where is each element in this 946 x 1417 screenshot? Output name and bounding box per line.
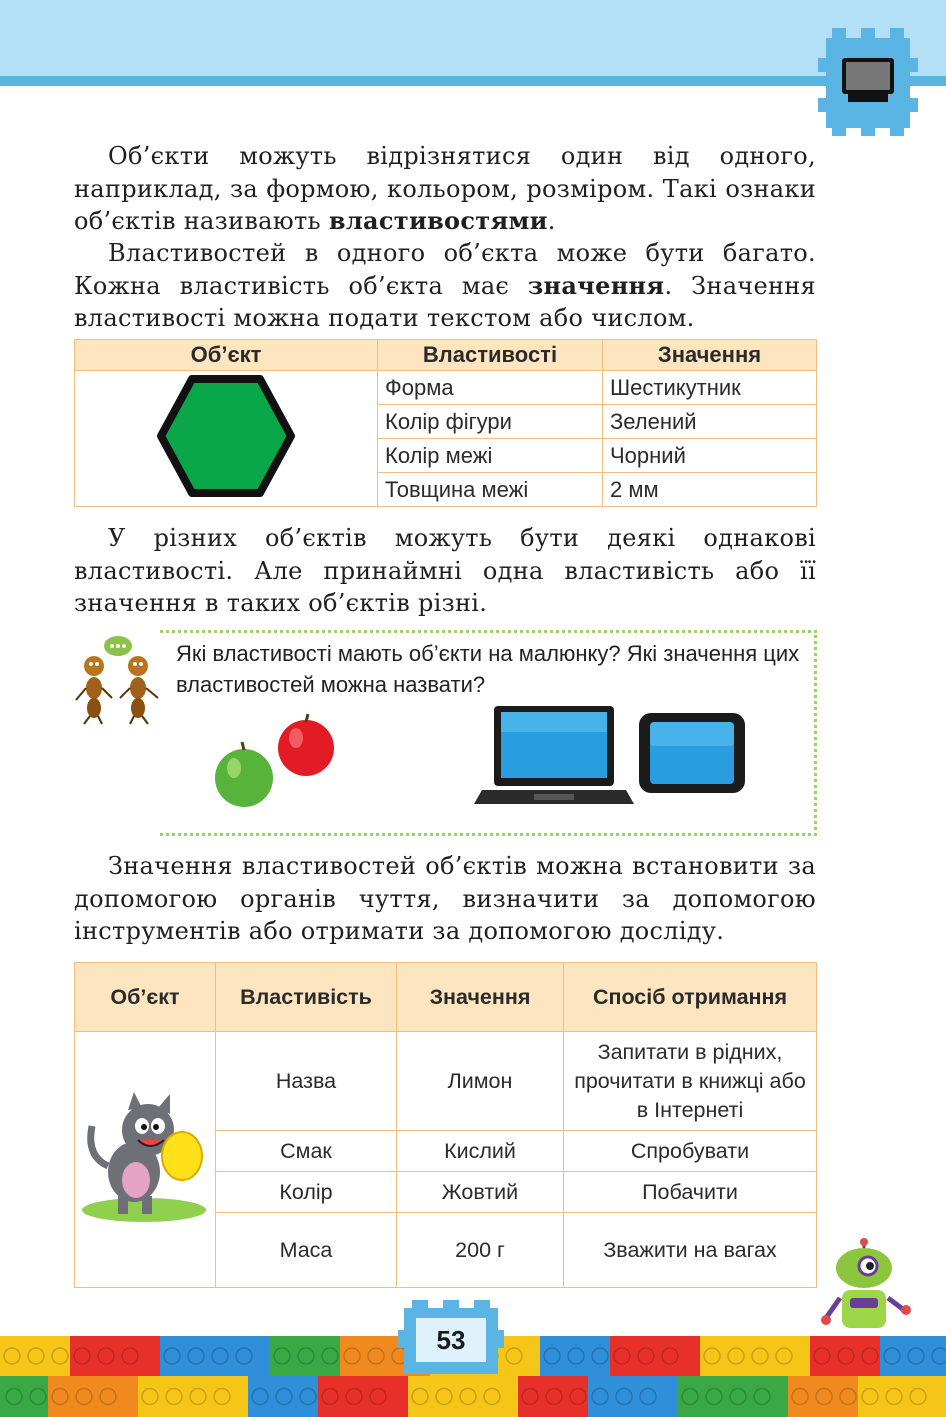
paragraph-3-text: У різних об’єктів можуть бути деякі однакові властивості. Але принаймні одна властивість або її значення в таких об’єктів різні. — [74, 524, 816, 617]
table-cell: Шестикутник — [603, 371, 817, 405]
properties-table — [74, 339, 817, 507]
table-cell: Форма — [378, 371, 603, 405]
paragraph-1-text: Об’єкти можуть відрізнятися один від одного, наприклад, за формою, кольором, розміром. Такі ознаки об’єктів називають — [74, 142, 816, 235]
table-header-row — [75, 963, 817, 1032]
table-row — [75, 371, 817, 405]
robot-illustration — [818, 1238, 914, 1338]
header-band — [0, 0, 946, 76]
table-cell: Колір фігури — [378, 405, 603, 439]
table-header-cell: Значення — [603, 340, 817, 371]
laptop-illustration — [474, 704, 634, 806]
paragraph-4 — [74, 850, 816, 948]
table-header-cell: Властивості — [378, 340, 603, 371]
methods-table — [74, 962, 817, 1288]
table-cell: Назва — [216, 1032, 397, 1131]
table-header-cell: Об’єкт — [75, 963, 216, 1032]
paragraph-2-term: значення — [527, 270, 665, 300]
table-cell: Товщина межі — [378, 473, 603, 507]
table-cell: 200 г — [397, 1213, 564, 1288]
table-cell: Зважити на вагах — [564, 1213, 817, 1288]
table-header-cell: Значення — [397, 963, 564, 1032]
ants-illustration — [72, 632, 164, 726]
apples-illustration — [208, 712, 340, 812]
table-cell: Маса — [216, 1213, 397, 1288]
table-header-cell: Властивість — [216, 963, 397, 1032]
tablet-illustration — [638, 712, 746, 794]
table-cell: Колір — [216, 1172, 397, 1213]
table-header-row — [75, 340, 817, 371]
paragraph-1-term: властивостями — [328, 206, 548, 235]
header-line — [0, 76, 946, 86]
table-cell: 2 мм — [603, 473, 817, 507]
table-cell: Колір межі — [378, 439, 603, 473]
table-cell: Зелений — [603, 405, 817, 439]
table-row — [75, 1032, 817, 1131]
paragraph-4-text: Значення властивостей об’єктів можна встановити за допомогою органів чуття, визначити за допомогою інструментів або отримати за допомогою досліду. — [74, 852, 816, 945]
monitor-icon — [818, 28, 918, 136]
paragraph-3 — [74, 522, 816, 620]
table-cell: Лимон — [397, 1032, 564, 1131]
table-cell: Запитати в рідних, прочитати в книжці або в Інтернеті — [564, 1032, 817, 1131]
table-cell: Жовтий — [397, 1172, 564, 1213]
table-cell: Кислий — [397, 1131, 564, 1172]
table-cell: Спробувати — [564, 1131, 817, 1172]
table-header-cell: Спосіб отримання — [564, 963, 817, 1032]
paragraph-1-end: . — [547, 207, 556, 235]
paragraph-2-end: . Значення властивості можна подати текстом або числом. — [74, 271, 817, 332]
paragraph-2-text: Властивостей в одного об’єкта може бути багато. Кожна властивість об’єкта має — [74, 239, 816, 300]
cat-with-lemon-illustration — [78, 1086, 212, 1226]
table-cell: Побачити — [564, 1172, 817, 1213]
object-cell — [75, 1032, 216, 1288]
table-header-cell: Об’єкт — [75, 340, 378, 371]
table-cell: Смак — [216, 1131, 397, 1172]
paragraph-1 — [74, 140, 816, 238]
table-cell: Чорний — [603, 439, 817, 473]
page-number: 53 — [436, 1325, 466, 1355]
paragraph-2 — [74, 237, 816, 335]
hexagon-shape — [156, 374, 296, 498]
object-cell — [75, 371, 378, 507]
question-text: Які властивості мають об’єкти на малюнку? Які значення цих властивостей можна назвати? — [176, 641, 800, 697]
